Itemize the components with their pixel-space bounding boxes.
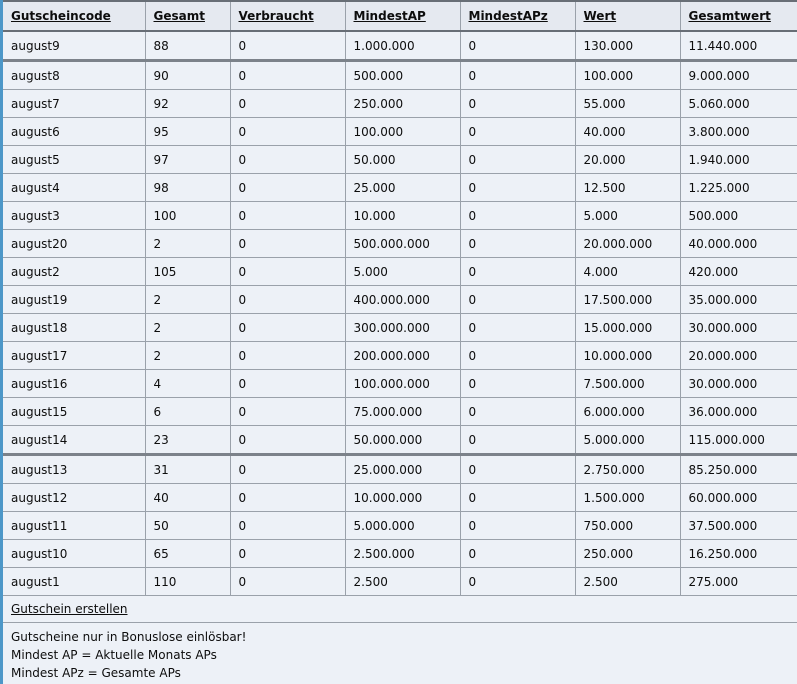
table-row bbox=[3, 568, 797, 596]
cell-gesamtwert: 30.000.000 bbox=[680, 370, 797, 398]
create-voucher-row bbox=[3, 596, 797, 623]
table-row bbox=[3, 202, 797, 230]
cell-wert: 20.000 bbox=[575, 146, 680, 174]
cell-wert: 750.000 bbox=[575, 512, 680, 540]
table-row bbox=[3, 258, 797, 286]
table-row bbox=[3, 484, 797, 512]
table-row bbox=[3, 146, 797, 174]
footnote-row bbox=[3, 623, 797, 684]
cell-mindestapz: 0 bbox=[460, 61, 575, 90]
cell-wert: 12.500 bbox=[575, 174, 680, 202]
cell-verbraucht: 0 bbox=[230, 540, 345, 568]
cell-gesamtwert: 36.000.000 bbox=[680, 398, 797, 426]
sort-link-mindestapz[interactable]: MindestAPz bbox=[468, 9, 548, 23]
cell-gesamtwert: 11.440.000 bbox=[680, 31, 797, 61]
cell-verbraucht: 0 bbox=[230, 342, 345, 370]
voucher-table-body bbox=[3, 31, 797, 596]
voucher-table-footer bbox=[3, 596, 797, 684]
table-row bbox=[3, 118, 797, 146]
cell-gutscheincode: august19 bbox=[3, 286, 145, 314]
cell-verbraucht: 0 bbox=[230, 426, 345, 455]
footnote-cell bbox=[3, 623, 797, 684]
create-voucher-cell bbox=[3, 596, 797, 623]
cell-mindestapz: 0 bbox=[460, 118, 575, 146]
cell-gesamt: 40 bbox=[145, 484, 230, 512]
table-row bbox=[3, 174, 797, 202]
cell-gesamtwert: 40.000.000 bbox=[680, 230, 797, 258]
cell-wert: 130.000 bbox=[575, 31, 680, 61]
table-row bbox=[3, 426, 797, 455]
cell-wert: 55.000 bbox=[575, 90, 680, 118]
cell-gesamt: 100 bbox=[145, 202, 230, 230]
column-header-mindestapz bbox=[460, 1, 575, 31]
column-header-gesamt bbox=[145, 1, 230, 31]
cell-mindestap: 50.000.000 bbox=[345, 426, 460, 455]
cell-gesamt: 90 bbox=[145, 61, 230, 90]
cell-mindestapz: 0 bbox=[460, 314, 575, 342]
cell-wert: 40.000 bbox=[575, 118, 680, 146]
cell-gesamt: 98 bbox=[145, 174, 230, 202]
cell-wert: 2.750.000 bbox=[575, 455, 680, 484]
cell-wert: 5.000 bbox=[575, 202, 680, 230]
cell-mindestapz: 0 bbox=[460, 568, 575, 596]
cell-verbraucht: 0 bbox=[230, 512, 345, 540]
cell-gesamtwert: 85.250.000 bbox=[680, 455, 797, 484]
cell-mindestapz: 0 bbox=[460, 202, 575, 230]
cell-gesamtwert: 30.000.000 bbox=[680, 314, 797, 342]
cell-wert: 15.000.000 bbox=[575, 314, 680, 342]
cell-gutscheincode: august5 bbox=[3, 146, 145, 174]
cell-gesamt: 92 bbox=[145, 90, 230, 118]
cell-mindestapz: 0 bbox=[460, 540, 575, 568]
cell-mindestapz: 0 bbox=[460, 146, 575, 174]
cell-verbraucht: 0 bbox=[230, 146, 345, 174]
cell-wert: 6.000.000 bbox=[575, 398, 680, 426]
cell-verbraucht: 0 bbox=[230, 31, 345, 61]
cell-verbraucht: 0 bbox=[230, 258, 345, 286]
cell-gutscheincode: august9 bbox=[3, 31, 145, 61]
sort-link-mindestap[interactable]: MindestAP bbox=[353, 9, 426, 23]
cell-verbraucht: 0 bbox=[230, 484, 345, 512]
cell-gutscheincode: august14 bbox=[3, 426, 145, 455]
sort-link-verbraucht[interactable]: Verbraucht bbox=[238, 9, 314, 23]
table-row bbox=[3, 230, 797, 258]
cell-mindestap: 200.000.000 bbox=[345, 342, 460, 370]
cell-gutscheincode: august16 bbox=[3, 370, 145, 398]
cell-mindestap: 10.000 bbox=[345, 202, 460, 230]
cell-gesamt: 50 bbox=[145, 512, 230, 540]
cell-mindestapz: 0 bbox=[460, 230, 575, 258]
cell-gesamt: 6 bbox=[145, 398, 230, 426]
sort-link-gesamt[interactable]: Gesamt bbox=[153, 9, 205, 23]
cell-gutscheincode: august17 bbox=[3, 342, 145, 370]
cell-gutscheincode: august4 bbox=[3, 174, 145, 202]
cell-wert: 17.500.000 bbox=[575, 286, 680, 314]
cell-mindestapz: 0 bbox=[460, 286, 575, 314]
cell-gutscheincode: august11 bbox=[3, 512, 145, 540]
cell-mindestap: 500.000 bbox=[345, 61, 460, 90]
cell-mindestap: 75.000.000 bbox=[345, 398, 460, 426]
cell-gesamt: 31 bbox=[145, 455, 230, 484]
cell-gutscheincode: august8 bbox=[3, 61, 145, 90]
cell-gesamtwert: 37.500.000 bbox=[680, 512, 797, 540]
cell-verbraucht: 0 bbox=[230, 370, 345, 398]
cell-gesamt: 105 bbox=[145, 258, 230, 286]
cell-gutscheincode: august12 bbox=[3, 484, 145, 512]
cell-gesamtwert: 9.000.000 bbox=[680, 61, 797, 90]
footnote-line-redeemable: Gutscheine nur in Bonuslose einlösbar! bbox=[11, 630, 247, 644]
voucher-table-header bbox=[3, 1, 797, 31]
cell-wert: 100.000 bbox=[575, 61, 680, 90]
cell-wert: 1.500.000 bbox=[575, 484, 680, 512]
cell-mindestapz: 0 bbox=[460, 258, 575, 286]
cell-gutscheincode: august13 bbox=[3, 455, 145, 484]
cell-verbraucht: 0 bbox=[230, 286, 345, 314]
cell-verbraucht: 0 bbox=[230, 230, 345, 258]
cell-mindestap: 500.000.000 bbox=[345, 230, 460, 258]
table-row bbox=[3, 314, 797, 342]
cell-gesamt: 2 bbox=[145, 314, 230, 342]
cell-gesamtwert: 35.000.000 bbox=[680, 286, 797, 314]
cell-gutscheincode: august18 bbox=[3, 314, 145, 342]
cell-gesamt: 23 bbox=[145, 426, 230, 455]
table-row bbox=[3, 286, 797, 314]
cell-gesamtwert: 20.000.000 bbox=[680, 342, 797, 370]
cell-gesamt: 97 bbox=[145, 146, 230, 174]
cell-gesamtwert: 1.225.000 bbox=[680, 174, 797, 202]
cell-wert: 7.500.000 bbox=[575, 370, 680, 398]
sort-link-gutscheincode[interactable]: Gutscheincode bbox=[11, 9, 111, 23]
cell-gesamt: 110 bbox=[145, 568, 230, 596]
cell-mindestapz: 0 bbox=[460, 398, 575, 426]
cell-gesamt: 2 bbox=[145, 230, 230, 258]
cell-mindestap: 25.000 bbox=[345, 174, 460, 202]
footnote-line-mindest-ap: Mindest AP = Aktuelle Monats APs bbox=[11, 648, 217, 662]
table-row bbox=[3, 61, 797, 90]
column-header-verbraucht bbox=[230, 1, 345, 31]
cell-verbraucht: 0 bbox=[230, 202, 345, 230]
cell-mindestapz: 0 bbox=[460, 370, 575, 398]
cell-verbraucht: 0 bbox=[230, 61, 345, 90]
cell-gesamtwert: 275.000 bbox=[680, 568, 797, 596]
cell-mindestapz: 0 bbox=[460, 90, 575, 118]
cell-mindestap: 300.000.000 bbox=[345, 314, 460, 342]
cell-gutscheincode: august1 bbox=[3, 568, 145, 596]
cell-mindestapz: 0 bbox=[460, 512, 575, 540]
column-header-gutscheincode bbox=[3, 1, 145, 31]
cell-mindestapz: 0 bbox=[460, 31, 575, 61]
cell-gesamtwert: 115.000.000 bbox=[680, 426, 797, 455]
footnote-line-mindest-apz: Mindest APz = Gesamte APs bbox=[11, 666, 181, 680]
cell-mindestap: 2.500 bbox=[345, 568, 460, 596]
cell-mindestap: 5.000.000 bbox=[345, 512, 460, 540]
table-row bbox=[3, 31, 797, 61]
cell-gutscheincode: august7 bbox=[3, 90, 145, 118]
cell-gesamt: 2 bbox=[145, 286, 230, 314]
cell-mindestap: 2.500.000 bbox=[345, 540, 460, 568]
table-row bbox=[3, 90, 797, 118]
cell-gutscheincode: august15 bbox=[3, 398, 145, 426]
cell-mindestap: 250.000 bbox=[345, 90, 460, 118]
cell-gutscheincode: august6 bbox=[3, 118, 145, 146]
cell-verbraucht: 0 bbox=[230, 314, 345, 342]
cell-verbraucht: 0 bbox=[230, 118, 345, 146]
cell-gutscheincode: august2 bbox=[3, 258, 145, 286]
cell-gesamtwert: 500.000 bbox=[680, 202, 797, 230]
cell-gesamtwert: 3.800.000 bbox=[680, 118, 797, 146]
cell-gesamt: 95 bbox=[145, 118, 230, 146]
cell-gesamt: 2 bbox=[145, 342, 230, 370]
cell-wert: 5.000.000 bbox=[575, 426, 680, 455]
create-voucher-link[interactable]: Gutschein erstellen bbox=[11, 602, 128, 616]
cell-verbraucht: 0 bbox=[230, 90, 345, 118]
cell-gutscheincode: august20 bbox=[3, 230, 145, 258]
cell-mindestapz: 0 bbox=[460, 455, 575, 484]
cell-verbraucht: 0 bbox=[230, 568, 345, 596]
cell-mindestap: 1.000.000 bbox=[345, 31, 460, 61]
cell-mindestapz: 0 bbox=[460, 426, 575, 455]
cell-mindestapz: 0 bbox=[460, 174, 575, 202]
column-header-mindestap bbox=[345, 1, 460, 31]
cell-mindestapz: 0 bbox=[460, 342, 575, 370]
cell-gutscheincode: august10 bbox=[3, 540, 145, 568]
cell-gesamt: 4 bbox=[145, 370, 230, 398]
cell-mindestap: 100.000 bbox=[345, 118, 460, 146]
cell-wert: 4.000 bbox=[575, 258, 680, 286]
cell-gesamt: 65 bbox=[145, 540, 230, 568]
table-row bbox=[3, 342, 797, 370]
cell-mindestap: 10.000.000 bbox=[345, 484, 460, 512]
sort-link-wert[interactable]: Wert bbox=[583, 9, 617, 23]
cell-wert: 10.000.000 bbox=[575, 342, 680, 370]
table-row bbox=[3, 512, 797, 540]
cell-gesamtwert: 1.940.000 bbox=[680, 146, 797, 174]
cell-gesamt: 88 bbox=[145, 31, 230, 61]
table-row bbox=[3, 398, 797, 426]
cell-wert: 250.000 bbox=[575, 540, 680, 568]
cell-mindestapz: 0 bbox=[460, 484, 575, 512]
table-row bbox=[3, 540, 797, 568]
cell-mindestap: 25.000.000 bbox=[345, 455, 460, 484]
cell-gesamtwert: 420.000 bbox=[680, 258, 797, 286]
cell-mindestap: 5.000 bbox=[345, 258, 460, 286]
sort-link-gesamtwert[interactable]: Gesamtwert bbox=[688, 9, 771, 23]
cell-wert: 20.000.000 bbox=[575, 230, 680, 258]
cell-mindestap: 50.000 bbox=[345, 146, 460, 174]
cell-mindestap: 100.000.000 bbox=[345, 370, 460, 398]
cell-gesamtwert: 16.250.000 bbox=[680, 540, 797, 568]
cell-gesamtwert: 60.000.000 bbox=[680, 484, 797, 512]
cell-verbraucht: 0 bbox=[230, 174, 345, 202]
header-row bbox=[3, 1, 797, 31]
voucher-table bbox=[3, 0, 797, 684]
table-row bbox=[3, 455, 797, 484]
cell-gesamtwert: 5.060.000 bbox=[680, 90, 797, 118]
column-header-wert bbox=[575, 1, 680, 31]
cell-verbraucht: 0 bbox=[230, 455, 345, 484]
table-row bbox=[3, 370, 797, 398]
column-header-gesamtwert bbox=[680, 1, 797, 31]
cell-wert: 2.500 bbox=[575, 568, 680, 596]
cell-mindestap: 400.000.000 bbox=[345, 286, 460, 314]
cell-gutscheincode: august3 bbox=[3, 202, 145, 230]
cell-verbraucht: 0 bbox=[230, 398, 345, 426]
